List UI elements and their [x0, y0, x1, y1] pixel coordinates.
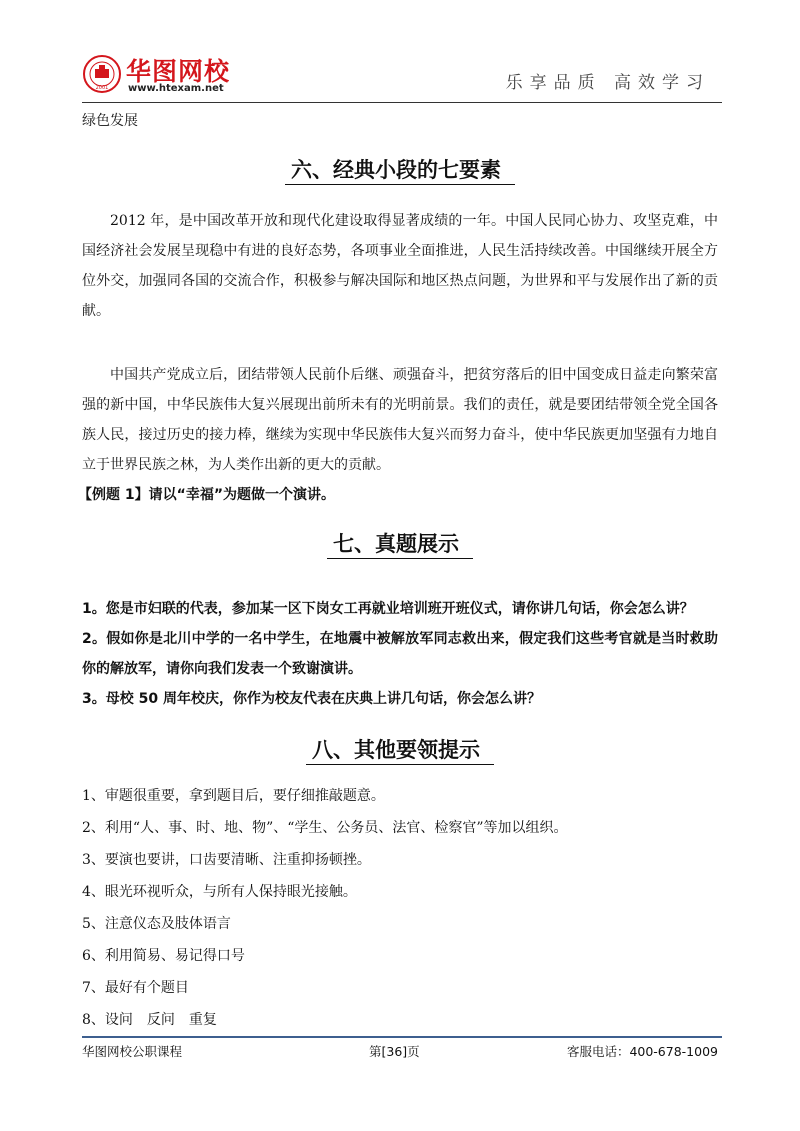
tip-7: 7、最好有个题目	[82, 980, 189, 996]
header-slogan: 乐享品质 高效学习	[505, 73, 710, 93]
tip-8: 8、设问 反问 重复	[82, 1012, 217, 1028]
intro-text: 绿色发展	[82, 113, 138, 129]
section-8-title	[82, 734, 718, 764]
page-header	[82, 40, 722, 102]
logo-url: www.htexam.net	[128, 83, 224, 94]
logo-year: 2001	[95, 85, 109, 91]
footer-course-name: 华图网校公职课程	[82, 1044, 183, 1059]
tip-6: 6、利用简易、易记得口号	[82, 948, 245, 964]
section-7-title	[82, 528, 718, 558]
section-6-title	[82, 154, 718, 184]
tip-2: 2、利用“人、事、时、地、物”、“学生、公务员、法官、检察官”等加以组织。	[82, 820, 568, 836]
question-2: 2。假如你是北川中学的一名中学生，在地震中被解放军同志救出来，假定我们这些考官就是当时救助你的解放军，请你向我们发表一个致谢演讲。	[82, 631, 718, 677]
footer-service-phone: 客服电话：400-678-1009	[566, 1044, 718, 1059]
question-1: 1。您是市妇联的代表，参加某一区下岗女工再就业培训班开班仪式，请你讲几句话，你会怎么讲？	[82, 601, 694, 617]
tip-1: 1、审题很重要，拿到题目后，要仔细推敲题意。	[82, 788, 385, 804]
logo-title: 华图网校	[126, 57, 231, 86]
section-6-paragraph-2: 中国共产党成立后，团结带领人民前仆后继、顽强奋斗，把贫穷落后的旧中国变成日益走向繁荣富强的新中国，中华民族伟大复兴展现出前所未有的光明前景。我们的责任，就是要团结带领全党全国各族人民，接过历史的接力棒，继续为实现中华民族伟大复兴而努力奋斗，使中华民族更加坚强有力地自立于世界民族之林，为人类作出新的更大的贡献。	[82, 367, 718, 473]
tip-4: 4、眼光环视听众，与所有人保持眼光接触。	[82, 884, 357, 900]
section-8-title-text: 八、其他要领提示	[306, 738, 494, 765]
tip-3: 3、要演也要讲，口齿要清晰、注重抑扬顿挫。	[82, 852, 371, 868]
logo-emblem-icon	[82, 54, 122, 94]
tip-5: 5、注意仪态及肢体语言	[82, 916, 231, 932]
header-divider	[82, 102, 722, 103]
example-question: 【例题 1】请以“幸福”为题做一个演讲。	[78, 487, 336, 503]
page-footer	[82, 1042, 722, 1066]
footer-divider	[82, 1036, 722, 1038]
section-6-paragraph-1: 2012 年，是中国改革开放和现代化建设取得显著成绩的一年。中国人民同心协力、攻坚克难，中国经济社会发展呈现稳中有进的良好态势，各项事业全面推进，人民生活持续改善。中国继续开展全方位外交，加强同各国的交流合作，积极参与解决国际和地区热点问题，为世界和平与发展作出了新的贡献。	[82, 213, 718, 319]
question-3: 3。母校 50 周年校庆，你作为校友代表在庆典上讲几句话，你会怎么讲？	[82, 691, 541, 707]
footer-page-number: 第[36]页	[369, 1044, 420, 1059]
section-6-title-text: 六、经典小段的七要素	[285, 158, 515, 185]
section-7-title-text: 七、真题展示	[327, 532, 473, 559]
page-content	[78, 106, 718, 1036]
